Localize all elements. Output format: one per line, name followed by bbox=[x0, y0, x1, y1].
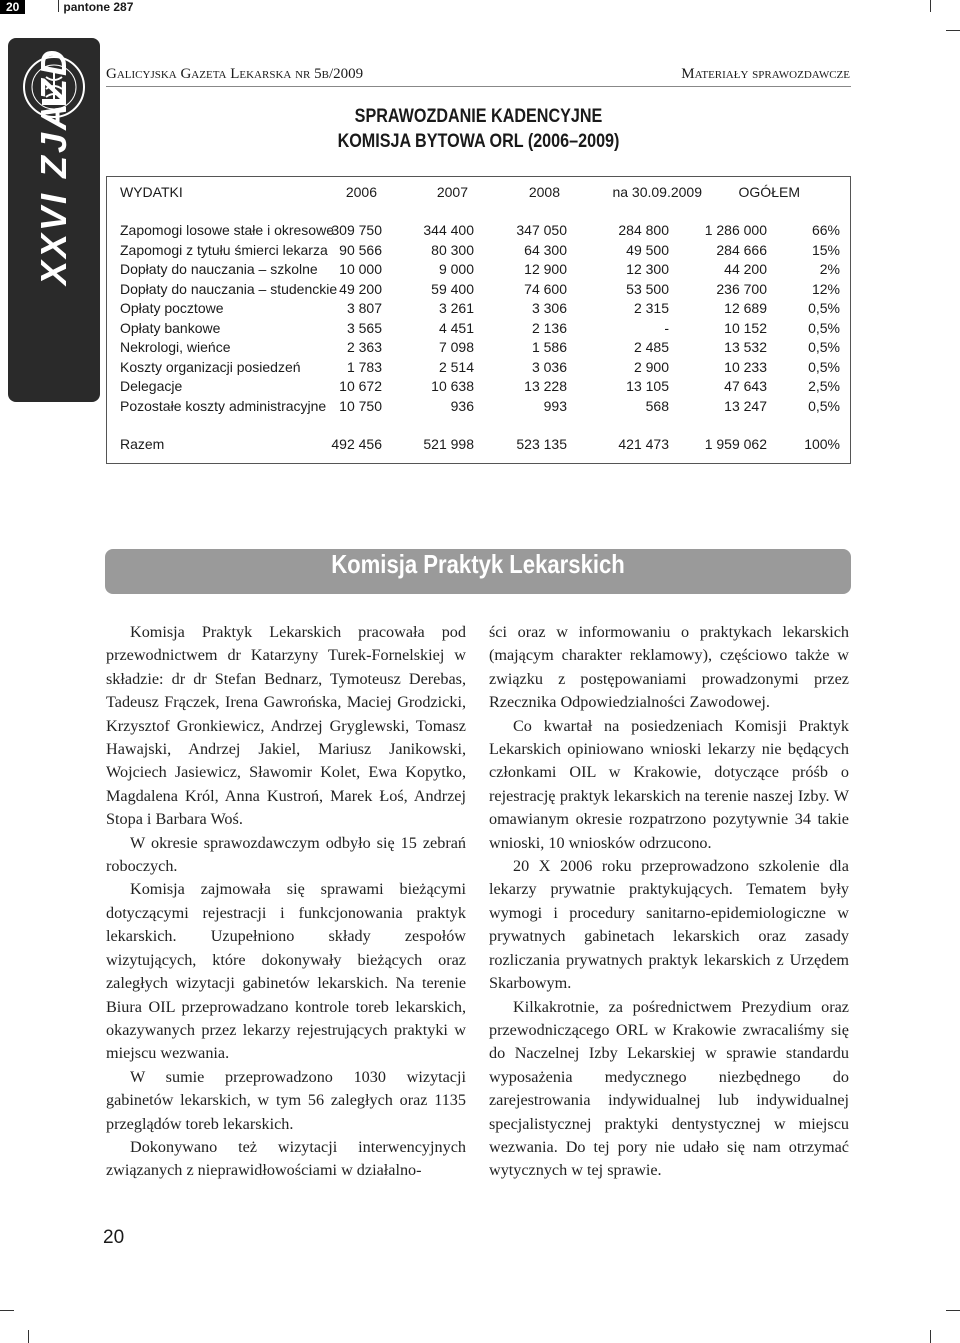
row-label: Dopłaty do nauczania – studenckie bbox=[120, 280, 338, 297]
row-label: Dopłaty do nauczania – szkolne bbox=[120, 261, 318, 277]
row-label: Zapomogi losowe stałe i okresowe bbox=[120, 222, 334, 238]
paragraph: W okresie sprawozdawczym odbyło się 15 zebrań roboczych. bbox=[106, 833, 466, 876]
table-cell: 64 300 bbox=[524, 241, 567, 258]
table-cell: 10 152 bbox=[724, 319, 767, 336]
column-header: 2008 bbox=[528, 184, 560, 200]
table-row bbox=[107, 377, 852, 396]
table-cell: 7 098 bbox=[438, 339, 474, 355]
paragraph: W sumie przeprowadzono 1030 wizytacji gabinetów lekarskich, w tym 56 zaległych oraz 1135 przeglądów toreb lekarskich. bbox=[106, 1067, 466, 1133]
table-cell: 3 306 bbox=[531, 300, 567, 316]
table-cell: 12 689 bbox=[724, 300, 767, 316]
report-title-line2: KOMISJA BYTOWA ORL (2006–2009) bbox=[337, 131, 620, 152]
section-title: Komisja Praktyk Lekarskich bbox=[331, 549, 625, 579]
table-cell: 421 473 bbox=[618, 436, 669, 452]
table-cell: 936 bbox=[450, 397, 474, 414]
table-cell: 49 500 bbox=[626, 241, 669, 258]
table-cell: 492 456 bbox=[331, 436, 382, 452]
table-row bbox=[107, 221, 852, 240]
table-cell: 3 565 bbox=[346, 319, 382, 336]
table-cell: Razem bbox=[120, 436, 165, 452]
table-cell: 2,5% bbox=[808, 378, 840, 394]
table-cell: 4 451 bbox=[438, 319, 474, 336]
table-cell: 80 300 bbox=[431, 241, 474, 258]
table-cell: 3 807 bbox=[346, 300, 382, 316]
table-row bbox=[107, 319, 852, 338]
table-row bbox=[107, 241, 852, 260]
table-row bbox=[107, 338, 852, 357]
crop-mark bbox=[0, 1310, 14, 1311]
table-cell: 10 000 bbox=[339, 261, 382, 277]
table-cell: 59 400 bbox=[431, 280, 474, 297]
running-header-left: Galicyjska Gazeta Lekarska nr 5b/2009 bbox=[106, 66, 364, 82]
column-header: OGÓŁEM bbox=[738, 184, 800, 200]
table-cell: 521 998 bbox=[423, 436, 474, 452]
row-label: Delegacje bbox=[120, 378, 183, 394]
paragraph: Co kwartał na posiedzeniach Komisji Praktyk Lekarskich opiniowano wnioski lekarzy nie będących członkami OIL w Krakowie, dotyczące próśb o rejestrację praktyk lekarskich na terenie naszej Izby. W omawianym okresie rozpatrzono pozytywnie 34 takie wnioski, 10 wniosków odrzucono. bbox=[489, 716, 849, 852]
table-cell: 10 233 bbox=[724, 358, 767, 375]
table-cell: 3 261 bbox=[438, 300, 474, 316]
table-cell: 0,5% bbox=[808, 358, 840, 375]
table-cell: 344 400 bbox=[423, 222, 474, 238]
crop-mark bbox=[930, 0, 931, 12]
table-cell: 15% bbox=[811, 241, 840, 258]
row-label: Koszty organizacji posiedzeń bbox=[120, 358, 301, 375]
crop-mark bbox=[946, 1310, 960, 1311]
row-label: Opłaty bankowe bbox=[120, 319, 221, 336]
table-cell: 523 135 bbox=[516, 436, 567, 452]
table-cell: 13 105 bbox=[626, 378, 669, 394]
crop-mark bbox=[28, 1330, 29, 1343]
table-cell: - bbox=[664, 319, 669, 336]
paragraph-continuation: ści oraz w informowaniu o praktykach lekarskich (mającym charakter reklamowy), częściowo także w związku z postępowaniami prowadzonymi przez Rzecznika Odpowiedzialności Zawodowej. bbox=[489, 623, 849, 712]
table-cell: 44 200 bbox=[724, 261, 767, 277]
table-cell: 0,5% bbox=[808, 300, 840, 316]
table-cell: 13 532 bbox=[724, 339, 767, 355]
table-cell: 347 050 bbox=[516, 222, 567, 238]
table-cell: 993 bbox=[543, 397, 567, 414]
table-cell: 236 700 bbox=[716, 280, 767, 297]
table-cell: 284 666 bbox=[716, 241, 767, 258]
header-rule bbox=[106, 86, 851, 87]
table-cell: 100% bbox=[804, 436, 840, 452]
column-header: 2007 bbox=[436, 184, 468, 200]
table-row bbox=[107, 299, 852, 318]
table-cell: 0,5% bbox=[808, 397, 840, 414]
column-header: 2006 bbox=[345, 184, 377, 200]
table-cell: 2 900 bbox=[633, 358, 669, 375]
table-cell: 47 643 bbox=[724, 378, 767, 394]
table-cell: 309 750 bbox=[331, 222, 382, 238]
table-cell: 2 136 bbox=[531, 319, 567, 336]
table-cell: 90 566 bbox=[339, 241, 382, 258]
table-cell: 1 286 000 bbox=[704, 222, 767, 238]
body-column-left bbox=[106, 621, 466, 1183]
row-label: Zapomogi z tytułu śmierci lekarza bbox=[120, 241, 328, 258]
table-cell: 1 783 bbox=[346, 358, 382, 375]
body-column-right bbox=[489, 621, 849, 1183]
page-number: 20 bbox=[103, 1227, 125, 1248]
paragraph: Komisja zajmowała się sprawami bieżącymi dotyczącymi rejestracji i funkcjonowania praktyk lekarskich. Uzupełniono składy zespołów wizytujących, które dokonywały bieżących oraz zaległych wizytacji gabinetów lekarskich. Na terenie Biura OIL przeprowadzano kontrole toreb lekarskich, okazywanych przez lekarzy rejestrujących praktyki w miejscu wezwania. bbox=[106, 880, 466, 1063]
paragraph: 20 X 2006 roku przeprowadzono szkolenie dla lekarzy prywatnie praktykujących. Tematem były wymogi i procedury sanitarno-epidemiologiczne w prywatnych gabinetach lekarskich oraz zasady rozliczania prywatnych praktyk lekarskich z Urzędem Skarbowym. bbox=[489, 857, 849, 993]
table-cell: 1 586 bbox=[531, 339, 567, 355]
table-cell: 2 485 bbox=[633, 339, 669, 355]
table-row bbox=[107, 260, 852, 279]
running-header-right: Materiały sprawozdawcze bbox=[681, 66, 850, 82]
table-cell: 13 247 bbox=[724, 397, 767, 414]
crop-mark bbox=[946, 30, 960, 31]
table-cell: 2 514 bbox=[438, 358, 474, 375]
table-cell: 284 800 bbox=[618, 222, 669, 238]
crop-mark bbox=[930, 1330, 931, 1343]
table-header-row bbox=[107, 183, 852, 202]
table-cell: 10 750 bbox=[339, 397, 382, 414]
section-banner bbox=[105, 549, 851, 594]
table-cell: 2 315 bbox=[633, 300, 669, 316]
table-cell: 74 600 bbox=[524, 280, 567, 297]
slug-pantone: pantone 287 bbox=[63, 0, 134, 14]
table-row bbox=[107, 280, 852, 299]
column-header: WYDATKI bbox=[120, 184, 183, 200]
row-label: Opłaty pocztowe bbox=[120, 300, 224, 316]
table-cell: 10 638 bbox=[431, 378, 474, 394]
table-cell: 12 900 bbox=[524, 261, 567, 277]
sidebar-vertical-title: XXVI ZJAZD bbox=[33, 46, 74, 285]
table-cell: 13 228 bbox=[524, 378, 567, 394]
table-cell: 2 363 bbox=[346, 339, 382, 355]
table-cell: 9 000 bbox=[438, 261, 474, 277]
paragraph: Kilkakrotnie, za pośrednictwem Prezydium oraz przewodniczącego ORL w Krakowie zwracaliśmy się do Naczelnej Izby Lekarskiej w sprawie standardu wyposażenia medycznego niezbędnego do zarejestrowania indywidualnej lub indywidualnej specjalistycznej praktyki dentystycznej w miejscu wezwania. Do tej pory nie udało się nam otrzymać wytycznych w tej sprawie. bbox=[489, 997, 849, 1180]
table-cell: 568 bbox=[645, 397, 669, 414]
table-cell: 3 036 bbox=[531, 358, 567, 375]
table-row bbox=[107, 358, 852, 377]
table-cell: 2% bbox=[819, 261, 840, 277]
row-label: Nekrologi, wieńce bbox=[120, 339, 231, 355]
row-label: Pozostałe koszty administracyjne bbox=[120, 397, 327, 414]
report-title-line1: SPRAWOZDANIE KADENCYJNE bbox=[354, 106, 603, 127]
table-cell: 12% bbox=[811, 280, 840, 297]
table-cell: 53 500 bbox=[626, 280, 669, 297]
table-cell: 12 300 bbox=[626, 261, 669, 277]
table-cell: 66% bbox=[811, 222, 840, 238]
table-row bbox=[107, 397, 852, 416]
slug-page-number: 20 bbox=[0, 0, 25, 14]
table-cell: 49 200 bbox=[339, 280, 382, 297]
paragraph: Dokonywano też wizytacji interwencyjnych związanych z nieprawidłowościami w działalno- bbox=[106, 1137, 466, 1180]
paragraph: Komisja Praktyk Lekarskich pracowała pod przewodnictwem dr Katarzyny Turek-Fornelskiej w składzie: dr dr Stefan Bednarz, Tymoteusz Derebas, Tadeusz Frączek, Irena Gawrońska, Maciej Grodzicki, Krzysztof Gronkiewicz, Andrzej Gryglewski, Tomasz Hawajski, Andrzej Jakiel, Mariusz Janikowski, Wojciech Jasiewicz, Sławomir Kolet, Ewa Kopytko, Magdalena Król, Anna Kustroń, Marek Łoś, Andrzej Stopa i Barbara Woś. bbox=[106, 623, 466, 829]
expenses-table bbox=[106, 176, 851, 464]
column-header: na 30.09.2009 bbox=[612, 184, 702, 200]
table-cell: 10 672 bbox=[339, 378, 382, 394]
table-cell: 1 959 062 bbox=[704, 436, 767, 452]
table-cell: 0,5% bbox=[808, 339, 840, 355]
table-cell: 0,5% bbox=[808, 319, 840, 336]
table-total-row bbox=[107, 435, 852, 454]
